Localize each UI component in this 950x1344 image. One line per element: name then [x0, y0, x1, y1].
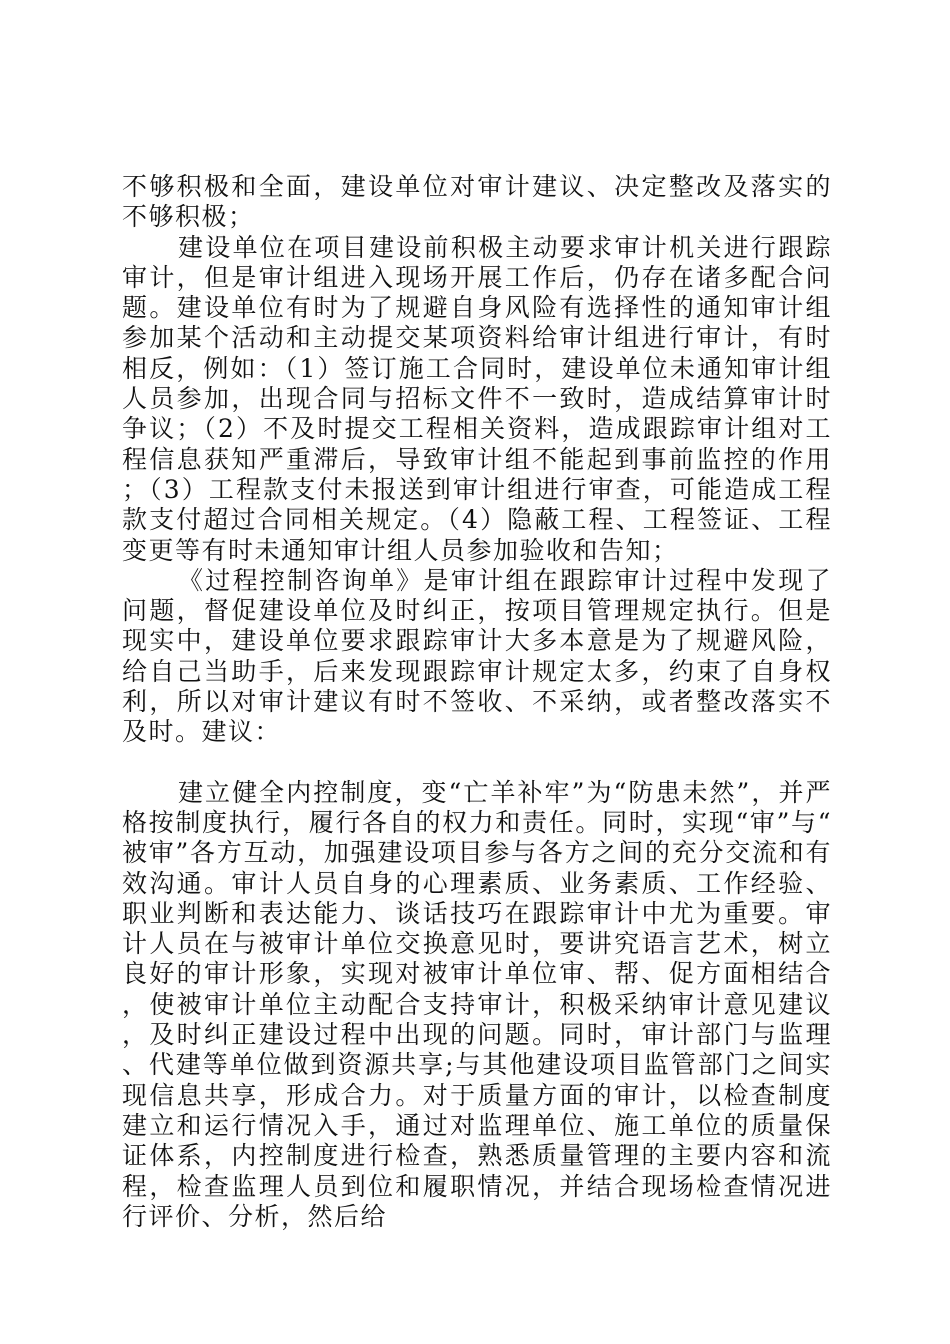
paragraph-continuation: 不够积极和全面，建设单位对审计建议、决定整改及落实的不够积极；: [122, 172, 832, 232]
paragraph-internal-control: 建立健全内控制度，变“亡羊补牢”为“防患未然”，并严格按制度执行，履行各自的权力和责任。同时，实现“审”与“被审”各方互动，加强建设项目参与各方之间的充分交流和有效沟通。审计人员自身的心理素质、业务素质、工作经验、职业判断和表达能力、谈话技巧在跟踪审计中尤为重要。审计人员在与被审计单位交换意见时，要讲究语言艺术，树立良好的审计形象，实现对被审计单位审、帮、促方面相结合，使被审计单位主动配合支持审计，积极采纳审计意见建议，及时纠正建设过程中出现的问题。同时，审计部门与监理、代建等单位做到资源共享;与其他建设项目监管部门之间实现信息共享，形成合力。对于质量方面的审计，以检查制度建立和运行情况入手，通过对监理单位、施工单位的质量保证体系，内控制度进行检查，熟悉质量管理的主要内容和流程，检查监理人员到位和履职情况，并结合现场检查情况进行评价、分析，然后给: [122, 777, 832, 1231]
paragraph-process-control: 《过程控制咨询单》是审计组在跟踪审计过程中发现了问题，督促建设单位及时纠正，按项目管理规定执行。但是现实中，建设单位要求跟踪审计大多本意是为了规避风险，给自己当助手，后来发现跟踪审计规定太多，约束了自身权利，所以对审计建议有时不签收、不采纳，或者整改落实不及时。建议：: [122, 565, 832, 747]
paragraph-audit-cooperation: 建设单位在项目建设前积极主动要求审计机关进行跟踪审计，但是审计组进入现场开展工作后，仍存在诸多配合问题。建设单位有时为了规避自身风险有选择性的通知审计组参加某个活动和主动提交某项资料给审计组进行审计，有时相反，例如：（1）签订施工合同时，建设单位未通知审计组人员参加，出现合同与招标文件不一致时，造成结算审计时争议；（2）不及时提交工程相关资料，造成跟踪审计组对工程信息获知严重滞后，导致审计组不能起到事前监控的作用；（3）工程款支付未报送到审计组进行审查，可能造成工程款支付超过合同相关规定。（4）隐蔽工程、工程签证、工程变更等有时未通知审计组人员参加验收和告知；: [122, 232, 832, 565]
document-body: [122, 172, 832, 1232]
